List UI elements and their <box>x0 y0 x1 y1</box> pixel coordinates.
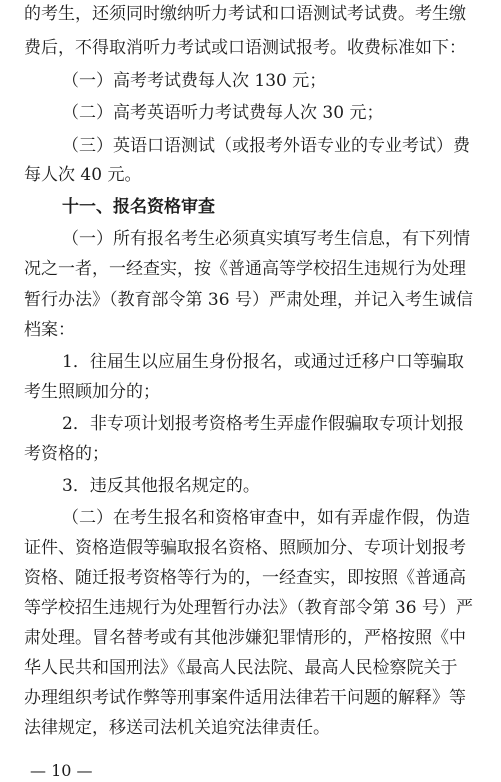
section-heading: 十一、报名资格审查 <box>62 197 215 217</box>
paragraph-line: 肃处理。冒名替考或有其他涉嫌犯罪情形的，严格按照《中 <box>24 628 466 648</box>
paragraph-line: 考生照顾加分的； <box>24 382 160 402</box>
paragraph-line: 费后，不得取消听力考试或口语测试报考。收费标准如下： <box>24 38 466 58</box>
paragraph-line: 考资格的； <box>24 444 109 464</box>
paragraph-line: 等学校招生违规行为处理暂行办法》（教育部令第 36 号）严 <box>24 598 473 618</box>
paragraph-line: 证件、资格造假等骗取报名资格、照顾加分、专项计划报考 <box>24 538 466 558</box>
paragraph-line: 每人次 40 元。 <box>24 165 142 185</box>
paragraph-line: 暂行办法》（教育部令第 36 号）严肃处理，并记入考生诚信 <box>24 290 473 310</box>
paragraph-line: 的考生，还须同时缴纳听力考试和口语测试考试费。考生缴 <box>24 4 466 24</box>
paragraph-line: 资格、随迁报考资格等行为的，一经查实，即按照《普通高 <box>24 568 466 588</box>
page-number: — 10 — <box>30 761 93 780</box>
paragraph-line: 档案： <box>24 320 75 340</box>
fee-item-2: （二）高考英语听力考试费每人次 30 元； <box>62 103 384 123</box>
list-item: 1．往届生以应届生身份报名，或通过迁移户口等骗取 <box>62 352 464 372</box>
list-item: 2．非专项计划报考资格考生弄虚作假骗取专项计划报 <box>62 414 464 434</box>
paragraph-line: 法律规定，移送司法机关追究法律责任。 <box>24 718 330 738</box>
paragraph-line: 办理组织考试作弊等刑事案件适用法律若干问题的解释》等 <box>24 688 466 708</box>
paragraph-line: （二）在考生报名和资格审查中，如有弄虚作假，伪造 <box>62 508 470 528</box>
fee-item-3: （三）英语口语测试（或报考外语专业的专业考试）费 <box>62 136 470 156</box>
paragraph-line: （一）所有报名考生必须真实填写考生信息，有下列情 <box>62 229 470 249</box>
paragraph-line: 华人民共和国刑法》《最高人民法院、最高人民检察院关于 <box>24 658 458 678</box>
paragraph-line: 况之一者，一经查实，按《普通高等学校招生违规行为处理 <box>24 259 466 279</box>
fee-item-1: （一）高考考试费每人次 130 元； <box>62 71 327 91</box>
list-item: 3．违反其他报名规定的。 <box>62 476 260 496</box>
